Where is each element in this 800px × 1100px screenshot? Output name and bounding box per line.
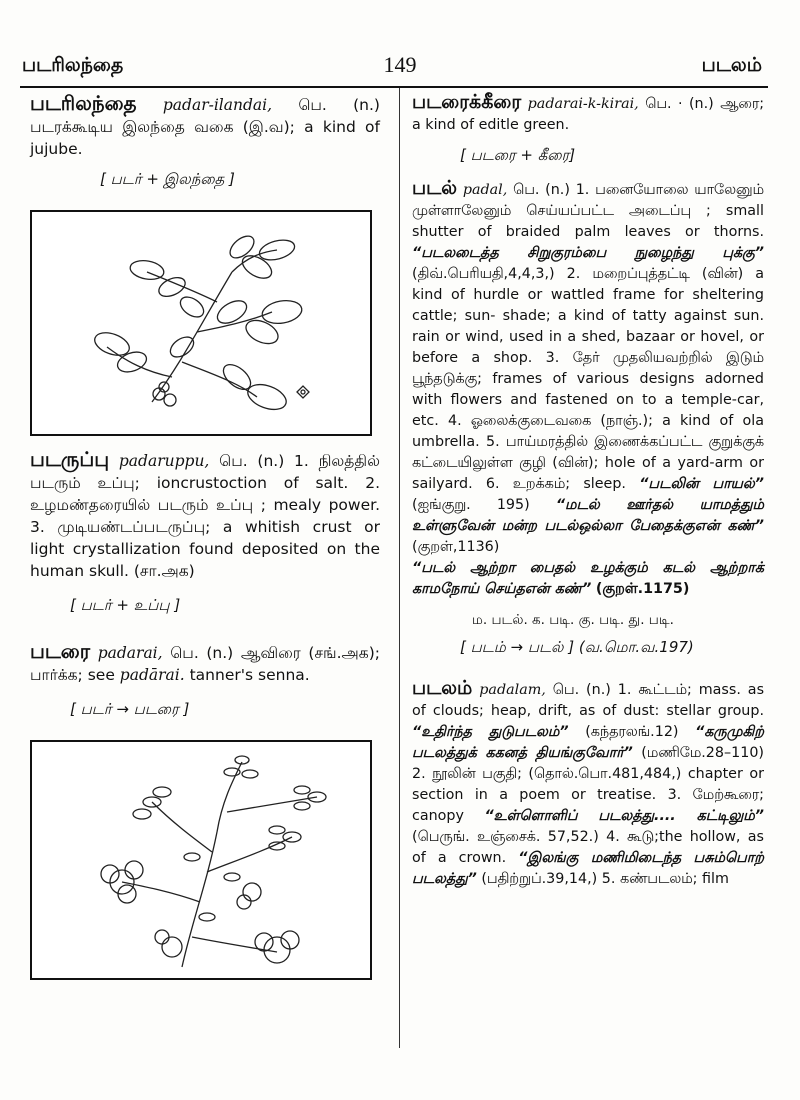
etymology: [ படர் + உப்பு ] xyxy=(70,596,181,614)
entry-padarilandai xyxy=(30,92,380,160)
definition: ஆரை; a kind of editle green. xyxy=(412,96,765,133)
part-of-speech: பெ. (n.) xyxy=(513,182,570,198)
header-guideword-left: படரிலந்தை xyxy=(22,54,124,76)
definition-6: 6. உறக்கம்; sleep. xyxy=(485,476,626,492)
entry-padal xyxy=(412,178,764,600)
definition-4: 4. கூடு;the hollow, as of a crown. xyxy=(412,829,764,866)
definition-1: 1. நிலத்தில் படரும் உப்பு; ioncrustoction of salt. xyxy=(30,452,380,492)
definition-3: 3. முடியண்டப்படருப்பு; a whitish crust or light crystallization found deposited on the human skull. (சா.அக) xyxy=(30,518,380,580)
entry-padaraikkirai xyxy=(412,92,764,136)
part-of-speech: பெ. (n.) xyxy=(298,96,380,114)
quotation-1: “உதிர்ந்த துடுபடலம்” xyxy=(412,724,569,740)
page-number: 149 xyxy=(383,52,417,77)
citation-2: (ஐங்குறு. 195) xyxy=(412,497,530,513)
see-word: padārai. xyxy=(119,666,185,684)
tanners-senna-illustration xyxy=(30,740,372,980)
left-column xyxy=(30,92,380,980)
definition-3: 3. மேற்கூரை; canopy xyxy=(412,787,764,824)
definition-2: 2. மறைப்புத்தட்டி (வின்) a kind of hurdle or wattled frame for sheltering cattle; sun- shade; a kind of tatty against sun. rain or wind, used in a shed, bazaar or hovel, or before a shop. xyxy=(412,266,764,366)
quotation-1: “படலடைத்த சிறுகுரம்பை நுழைந்து புக்கு” xyxy=(412,245,764,261)
definition-2: 2. நூலின் பகுதி; (தொல்.பொ.481,484,) chapter or section in a poem or treatise. xyxy=(412,766,764,803)
transliteration: padal, xyxy=(462,182,508,198)
header-rule xyxy=(20,86,768,88)
part-of-speech: பெ. · (n.) xyxy=(645,96,714,112)
jujube-plant-drawing xyxy=(32,212,370,434)
headword: படருப்பு xyxy=(30,447,110,471)
transliteration: padar-ilandai, xyxy=(162,96,273,114)
definition: படரக்கூடிய இலந்தை வகை (இ.வ); a kind of jujube. xyxy=(30,118,380,158)
quotation-3: “மடல் ஊர்தல் யாமத்தும் உள்ளுவேன் மன்ற படல்ஒல்லா பேதைக்குஎன் கண்” xyxy=(412,497,765,534)
etymology: [ படரை + கீரை] xyxy=(460,146,576,164)
headword: படலம் xyxy=(412,677,473,699)
jujube-plant-illustration xyxy=(30,210,372,436)
definition-1: 1. பனையோலை யாலேனும் முள்ளாலேனும் செய்யப்பட்ட அடைப்பு ; small shutter of braided palm leaves or thorns. xyxy=(412,182,765,240)
column-divider xyxy=(399,88,400,1048)
transliteration: padalam, xyxy=(479,682,546,698)
quotation-4: “இலங்கு மணிமிடைந்த பசும்பொற் படலத்து” xyxy=(412,850,764,887)
citation-2: (மணிமே.28–110) xyxy=(641,745,764,761)
citation-4: (பதிற்றுப்.39,14,) xyxy=(481,871,598,887)
transliteration: padaruppu, xyxy=(118,452,210,470)
quotation-3: “உள்ளொளிப் படலத்து.... கட்டிலும்” xyxy=(484,808,765,824)
definition-3: 3. தேர் முதலியவற்றில் இடும் பூந்தடுக்கு; frames of various designs adorned with flowers and fastened on to a temple-car, etc. xyxy=(412,350,765,429)
part-of-speech: பெ. (n.) xyxy=(552,682,611,698)
definition-1: 1. கூட்டம்; mass. as of clouds; heap, drift, as of dust: stellar group. xyxy=(412,682,765,719)
senna-plant-drawing xyxy=(32,742,370,978)
citation-4: (குறள்.1175) xyxy=(595,581,690,597)
citation-1: (திவ்.பெரியதி,4,4,3,) xyxy=(412,266,555,282)
headword: படல் xyxy=(412,177,458,199)
quotation-4: “படல் ஆற்றா பைதல் உழக்கும் கடல் ஆற்றாக் காமநோய் செய்தஎன் கண்” xyxy=(412,560,764,597)
headword: படரைக்கீரை xyxy=(412,91,522,113)
headword: படரை xyxy=(30,639,91,663)
etymology: [ படர் → படரை ] xyxy=(70,700,190,718)
definition-5: 5. பாய்மரத்தில் இணைக்கப்பட்ட குறுக்குக் கட்டையிலுள்ள குழி (வின்); hole of a yard-arm or sailyard. xyxy=(412,434,764,492)
part-of-speech: பெ. (n.) xyxy=(170,644,234,662)
part-of-speech: பெ. (n.) xyxy=(219,452,285,470)
citation-1: (கந்தரலங்.12) xyxy=(585,724,679,740)
header-guideword-right: படலம் xyxy=(701,54,762,76)
definition-4: 4. ஓலைக்குடைவகை (நாஞ்.); a kind of ola umbrella. xyxy=(412,413,764,450)
right-column xyxy=(412,92,764,890)
entry-padalam xyxy=(412,678,764,890)
page-header xyxy=(0,54,800,94)
definition-1: ஆவிரை (சங்.அக); பார்க்க; see xyxy=(30,644,380,684)
quotation-2: “கருமுகிற் படலத்துக் ககனத் தியங்குவோர்” xyxy=(412,724,765,761)
quotation-2: “படலின் பாயல்” xyxy=(639,476,764,492)
entry-padaruppu xyxy=(30,448,380,582)
citation-3: (குறள்,1136) xyxy=(412,539,500,555)
transliteration: padarai-k-kirai, xyxy=(527,96,639,112)
citation-3: (பெருங். உஞ்சைக். 57,52.) xyxy=(412,829,599,845)
cognates: ம. படல். க. படி. கு. படி. து. படி. xyxy=(472,612,674,628)
entry-padarai xyxy=(30,640,380,686)
definition-2: tanner's senna. xyxy=(189,666,310,684)
headword: படரிலந்தை xyxy=(30,91,137,115)
etymology: [ படம் → படல் ] (வ.மொ.வ.197) xyxy=(460,638,694,656)
transliteration: padarai, xyxy=(97,644,163,662)
definition-5: 5. கண்படலம்; film xyxy=(601,871,729,887)
etymology: [ படர் + இலந்தை ] xyxy=(100,170,235,188)
definition-2: 2. உழமண்தரையில் படரும் உப்பு ; mealy power. xyxy=(30,474,380,514)
